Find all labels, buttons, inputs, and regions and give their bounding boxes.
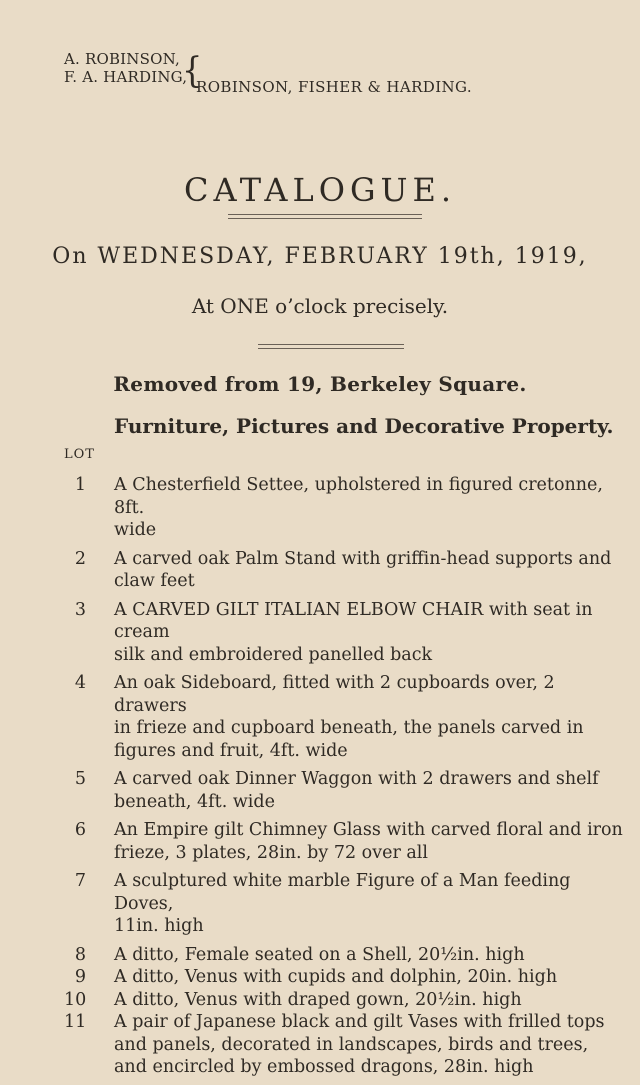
partner-name: F. A. HARDING, xyxy=(64,68,188,86)
sale-time: At ONE o’clock precisely. xyxy=(191,294,449,318)
lot-description: A sculptured white marble Figure of a Man feeding Doves, 11in. high xyxy=(114,871,571,936)
lot-item xyxy=(64,1011,630,1079)
lot-description: A Chesterfield Settee, upholstered in figured cretonne, 8ft. wide xyxy=(114,475,603,540)
firm-name: ROBINSON, FISHER & HARDING. xyxy=(196,78,473,96)
section-heading: Furniture, Pictures and Decorative Property. xyxy=(114,414,614,438)
divider-rule xyxy=(228,214,422,219)
partner-name: A. ROBINSON, xyxy=(64,50,180,68)
lot-description: A pair of Japanese black and gilt Vases with frilled tops and panels, decorated in landscapes, birds and trees, and encircled by embossed dragons, 28in. high xyxy=(114,1012,605,1077)
lot-number: 9 xyxy=(74,967,86,987)
auctioneer-header xyxy=(64,50,624,96)
lot-item xyxy=(64,966,630,989)
removal-note: Removed from 19, Berkeley Square. xyxy=(113,372,527,396)
lot-item xyxy=(64,819,630,864)
lot-description: A CARVED GILT ITALIAN ELBOW CHAIR with seat in cream silk and embroidered panelled back xyxy=(114,599,593,665)
catalogue-title: CATALOGUE. xyxy=(183,171,457,210)
lot-description: A ditto, Venus with cupids and dolphin, 20in. high xyxy=(114,967,558,987)
lot-item xyxy=(64,768,630,813)
lot-number: 1 xyxy=(74,475,86,495)
lot-description: A ditto, Female seated on a Shell, 20½in. high xyxy=(114,944,525,965)
lot-item xyxy=(64,944,630,967)
lot-item xyxy=(64,870,630,938)
lot-description: A carved oak Palm Stand with griffin-head supports and claw feet xyxy=(114,548,612,591)
lot-number: 6 xyxy=(74,820,86,840)
lot-number: 7 xyxy=(74,871,86,891)
lot-number: 3 xyxy=(74,599,86,620)
lot-list xyxy=(64,474,630,1085)
lot-number: 5 xyxy=(74,769,86,789)
lot-number: 2 xyxy=(74,548,86,569)
lot-number: 4 xyxy=(74,673,86,693)
lot-item xyxy=(64,474,630,542)
lot-description: A ditto, Venus with draped gown, 20½in. high xyxy=(114,989,522,1010)
lot-number: 10 xyxy=(64,989,87,1010)
lot-item xyxy=(64,548,630,593)
lot-number: 11 xyxy=(64,1012,87,1032)
lot-column-header: LOT xyxy=(64,447,95,462)
lot-description: An oak Sideboard, fitted with 2 cupboards over, 2 drawers in frieze and cupboard beneath, the panels carved in figures and fruit, 4ft. wide xyxy=(114,673,584,761)
divider-rule xyxy=(258,344,404,349)
brace-icon: { xyxy=(182,49,203,91)
lot-item xyxy=(64,989,630,1012)
partner-names xyxy=(64,50,187,86)
lot-description: An Empire gilt Chimney Glass with carved floral and iron frieze, 3 plates, 28in. by 72 over all xyxy=(114,820,623,863)
lot-item xyxy=(64,599,630,667)
sale-date: On WEDNESDAY, FEBRUARY 19th, 1919, xyxy=(52,244,588,269)
lot-item xyxy=(64,672,630,762)
lot-number: 8 xyxy=(74,944,86,965)
lot-description: A carved oak Dinner Waggon with 2 drawers and shelf beneath, 4ft. wide xyxy=(114,769,599,812)
